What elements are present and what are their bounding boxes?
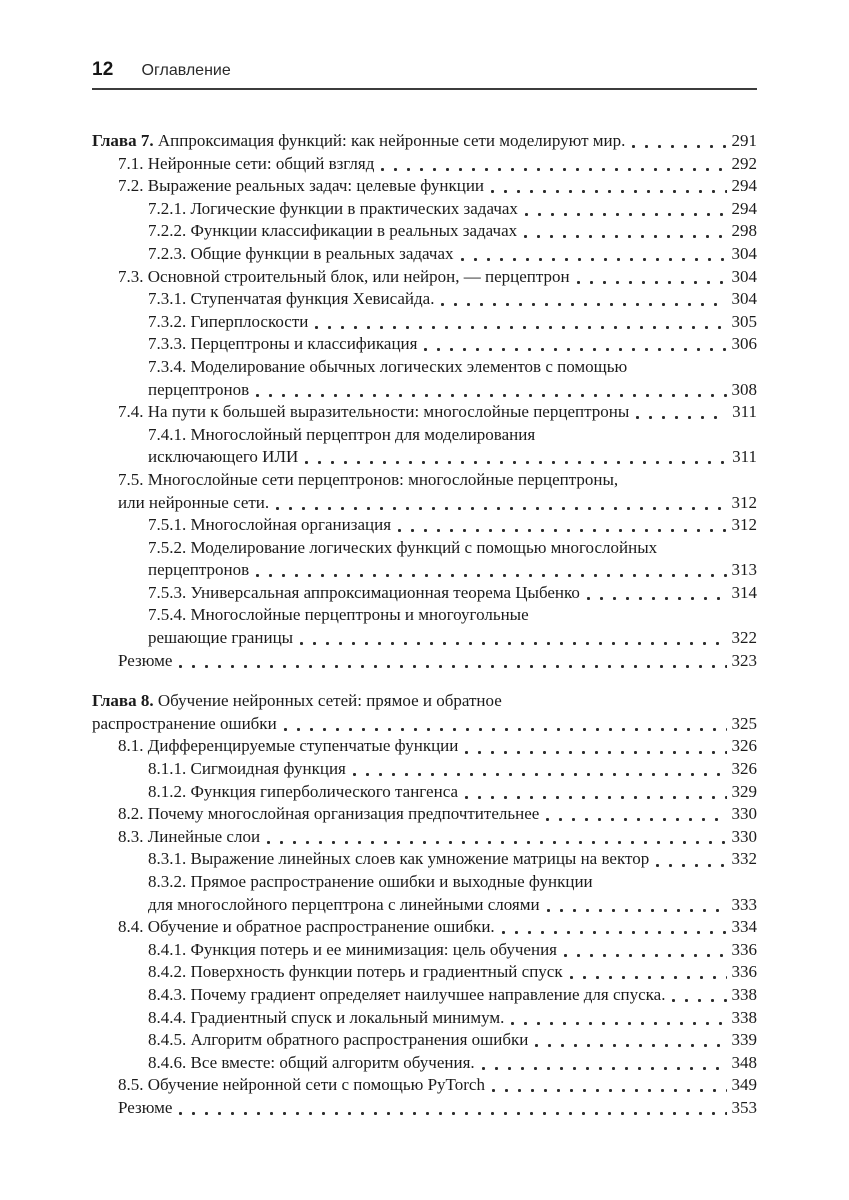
toc-entry-line [118, 735, 757, 758]
toc-entry-title: для многослойного перцептрона с линейными слоями [148, 894, 540, 914]
toc-page-number: 308 [731, 379, 757, 399]
toc-entry-title: 8.4.3. Почему градиент определяет наилучшее направление для спуска. [148, 984, 666, 1004]
toc-entry [92, 424, 757, 469]
toc-entry-title: Резюме [118, 1097, 173, 1117]
toc-entry-title: 8.4.1. Функция потерь и ее минимизация: цель обучения [148, 939, 557, 959]
toc-entry-line [148, 198, 757, 221]
toc-entry [92, 153, 757, 176]
toc-entry-line [148, 781, 757, 804]
toc-entry-title: 7.4. На пути к большей выразительности: многослойные перцептроны [118, 402, 630, 422]
toc-page-number: 329 [731, 781, 757, 801]
toc-leader-dots [525, 198, 727, 221]
toc-entry-line [148, 379, 757, 402]
toc-entry-title: 7.3.2. Гиперплоскости [148, 311, 309, 331]
toc-leader-dots [482, 1052, 727, 1075]
toc-entry [92, 781, 757, 804]
toc-page-number: 312 [731, 515, 757, 535]
toc-entry-title: 7.3. Основной строительный блок, или нейрон, — перцептрон [118, 266, 570, 286]
toc-entry [92, 803, 757, 826]
toc-page-number: 336 [731, 962, 757, 982]
toc-page-number: 323 [731, 650, 757, 670]
toc-page-number: 349 [731, 1075, 757, 1095]
toc-entry-title: 8.4.6. Все вместе: общий алгоритм обучения. [148, 1052, 475, 1072]
toc-entry-title: 8.3.1. Выражение линейных слоев как умножение матрицы на вектор [148, 849, 650, 869]
toc-entry-title: 8.4.4. Градиентный спуск и локальный минимум. [148, 1007, 505, 1027]
toc-entry [92, 984, 757, 1007]
toc-entry-line [118, 153, 757, 176]
toc-entry-line [148, 939, 757, 962]
toc-page-number: 313 [731, 560, 757, 580]
toc-page-number: 312 [731, 492, 757, 512]
toc-entry [92, 604, 757, 649]
toc-entry-title: 8.1.2. Функция гиперболического тангенса [148, 781, 459, 801]
toc-entry-line [148, 559, 757, 582]
toc-leader-dots [267, 826, 726, 849]
toc-page-number: 291 [731, 131, 757, 150]
toc-entry-title: Глава 7. Аппроксимация функций: как нейронные сети моделируют мир. [92, 131, 626, 150]
toc-leader-dots [398, 514, 726, 537]
toc-entry-line [148, 627, 757, 650]
toc-entry-line [118, 492, 757, 515]
toc-entry [92, 961, 757, 984]
toc-entry-line [148, 848, 757, 871]
toc-entry-line [118, 650, 757, 673]
toc-leader-dots [256, 379, 726, 402]
toc-entry-line [148, 288, 757, 311]
toc-page-number: 333 [731, 894, 757, 914]
toc-entry-title: Резюме [118, 650, 173, 670]
toc-leader-dots [381, 153, 726, 176]
toc-leader-dots [315, 311, 726, 334]
toc-entry-line [148, 1052, 757, 1075]
toc-entry-title: решающие границы [148, 628, 294, 648]
toc-entry [92, 1074, 757, 1097]
toc-entry-title: 7.2.1. Логические функции в практических задачах [148, 198, 518, 218]
toc-entry [92, 514, 757, 537]
toc-entry [92, 130, 757, 153]
toc-leader-dots [564, 939, 727, 962]
toc-entry-title: 8.2. Почему многослойная организация предпочтительнее [118, 804, 540, 824]
toc-entry [92, 871, 757, 916]
toc-entry-title: 7.1. Нейронные сети: общий взгляд [118, 153, 375, 173]
toc-leader-dots [461, 243, 727, 266]
toc-leader-dots [305, 446, 727, 469]
toc-entry-title: 8.1. Дифференцируемые ступенчатые функции [118, 736, 459, 756]
toc-entry-line [118, 266, 757, 289]
toc-entry [92, 939, 757, 962]
toc-page-number: 336 [731, 939, 757, 959]
toc-entry [92, 220, 757, 243]
toc-entry [92, 916, 757, 939]
toc-leader-dots [441, 288, 726, 311]
toc-page-number: 311 [732, 402, 757, 422]
chapter-prefix: Глава 8. [92, 691, 154, 711]
toc-leader-dots [547, 894, 727, 917]
toc-page-number: 348 [731, 1052, 757, 1072]
toc-entry-line [118, 803, 757, 826]
toc-page-number: 353 [731, 1097, 757, 1117]
toc-leader-dots [465, 735, 726, 758]
toc-page-number: 311 [732, 447, 757, 467]
running-head [92, 0, 757, 90]
toc-entry [92, 1007, 757, 1030]
toc-entry-line [118, 1097, 757, 1120]
toc-entry [92, 1097, 757, 1120]
toc-entry-title: 8.4. Обучение и обратное распространение ошибки. [118, 917, 495, 937]
toc-page-number: 294 [731, 176, 757, 196]
toc-entry-line [148, 243, 757, 266]
toc-page-number: 338 [731, 984, 757, 1004]
toc-entry-line [148, 311, 757, 334]
toc-page-number: 298 [731, 221, 757, 241]
toc-entry-title: или нейронные сети. [118, 492, 270, 512]
toc-leader-dots [535, 1029, 726, 1052]
toc-entry-line [92, 130, 757, 153]
toc-leader-dots [524, 220, 726, 243]
toc-page-number: 334 [731, 917, 757, 937]
toc-entry-line [118, 175, 757, 198]
toc-leader-dots [656, 848, 726, 871]
toc-leader-dots [179, 650, 726, 673]
toc-entry [92, 175, 757, 198]
toc-leader-dots [179, 1097, 726, 1120]
toc-entry [92, 758, 757, 781]
toc-page-number: 338 [731, 1007, 757, 1027]
toc-entry-title: 7.4.1. Многослойный перцептрон для моделирования [148, 424, 536, 444]
toc-page-number: 322 [731, 628, 757, 648]
toc-entry [92, 401, 757, 424]
toc-entry-line [148, 424, 757, 447]
toc-leader-dots [256, 559, 726, 582]
toc-entry [92, 1029, 757, 1052]
toc-entry-line [148, 333, 757, 356]
toc-page-number: 306 [731, 334, 757, 354]
toc-leader-dots [284, 713, 727, 736]
toc-entry-line [148, 1007, 757, 1030]
toc-leader-dots [546, 803, 726, 826]
toc-entry-title: распространение ошибки [92, 713, 277, 733]
toc-leader-dots [424, 333, 726, 356]
toc-entry [92, 650, 757, 673]
toc-entry [92, 537, 757, 582]
toc-page-number: 294 [731, 198, 757, 218]
header-rule [92, 88, 757, 90]
toc-entry-line [118, 916, 757, 939]
page-number: 12 [92, 59, 114, 80]
toc-entry [92, 311, 757, 334]
toc-page-number: 326 [731, 759, 757, 779]
toc-entry [92, 582, 757, 605]
toc-page-number: 304 [731, 266, 757, 286]
toc-leader-dots [672, 984, 726, 1007]
toc-page-number: 314 [731, 582, 757, 602]
toc-leader-dots [276, 492, 726, 515]
toc-page-number: 326 [731, 736, 757, 756]
running-head-title: Оглавление [141, 62, 231, 79]
toc-entry-title: Глава 8. Обучение нейронных сетей: прямое и обратное [92, 691, 502, 711]
toc-entry [92, 243, 757, 266]
toc-entry-line [148, 758, 757, 781]
toc-entry-line [148, 446, 757, 469]
toc-page-number: 305 [731, 311, 757, 331]
toc-entry-line [148, 894, 757, 917]
toc-leader-dots [632, 130, 726, 153]
toc-entry [92, 333, 757, 356]
toc-entry [92, 826, 757, 849]
toc-entry-title: 7.3.1. Ступенчатая функция Хевисайда. [148, 289, 435, 309]
toc-entry-title: 7.2. Выражение реальных задач: целевые функции [118, 176, 485, 196]
toc-page-number: 292 [731, 153, 757, 173]
toc-entry-title: 8.1.1. Сигмоидная функция [148, 759, 346, 779]
toc-entry-line [148, 537, 757, 560]
toc-list [92, 130, 757, 1120]
toc-leader-dots [577, 266, 727, 289]
toc-entry-line [148, 582, 757, 605]
toc-entry-line [148, 984, 757, 1007]
toc-page-number: 339 [731, 1030, 757, 1050]
toc-entry-title: 7.5.3. Универсальная аппроксимационная теорема Цыбенко [148, 582, 580, 602]
toc-leader-dots [300, 627, 726, 650]
toc-leader-dots [465, 781, 726, 804]
toc-entry [92, 735, 757, 758]
toc-entry-line [148, 356, 757, 379]
toc-leader-dots [491, 175, 726, 198]
toc-entry-line [92, 713, 757, 736]
toc-entry-title: 7.5.1. Многослойная организация [148, 515, 392, 535]
toc-entry-title: перцептронов [148, 560, 250, 580]
toc-entry-line [148, 961, 757, 984]
toc-entry-title: перцептронов [148, 379, 250, 399]
toc-entry-line [148, 1029, 757, 1052]
toc-entry [92, 690, 757, 735]
toc-leader-dots [636, 401, 727, 424]
toc-entry-line [148, 220, 757, 243]
toc-leader-dots [353, 758, 727, 781]
toc-entry-title: 7.3.3. Перцептроны и классификация [148, 334, 418, 354]
toc-entry-title: 7.5. Многослойные сети перцептронов: многослойные перцептроны, [118, 469, 619, 489]
toc-page-number: 330 [731, 804, 757, 824]
toc-entry [92, 288, 757, 311]
toc-page-number: 325 [731, 713, 757, 733]
toc-entry [92, 469, 757, 514]
toc-leader-dots [502, 916, 727, 939]
toc-entry-line [118, 826, 757, 849]
toc-entry-line [118, 469, 757, 492]
toc-leader-dots [570, 961, 727, 984]
toc-entry-title: 8.3.2. Прямое распространение ошибки и выходные функции [148, 872, 593, 891]
toc-entry-title: 8.5. Обучение нейронной сети с помощью PyTorch [118, 1075, 485, 1095]
toc-entry-title: 7.2.2. Функции классификации в реальных задачах [148, 221, 518, 241]
toc-entry-line [148, 871, 757, 894]
toc-entry-title: 7.2.3. Общие функции в реальных задачах [148, 243, 454, 263]
toc-entry-title: 8.4.5. Алгоритм обратного распространения ошибки [148, 1030, 529, 1050]
toc-entry-line [148, 604, 757, 627]
toc-entry [92, 356, 757, 401]
toc-entry-title: 8.3. Линейные слои [118, 826, 261, 846]
toc-leader-dots [587, 582, 727, 605]
chapter-prefix: Глава 7. [92, 131, 154, 150]
toc-leader-dots [511, 1007, 726, 1030]
toc-entry-line [92, 690, 757, 713]
toc-page-number: 330 [731, 826, 757, 846]
toc-entry-line [118, 1074, 757, 1097]
toc-entry-title: 7.5.4. Многослойные перцептроны и многоугольные [148, 605, 529, 625]
toc-entry-line [118, 401, 757, 424]
toc-leader-dots [492, 1074, 727, 1097]
toc-page-number: 304 [731, 243, 757, 263]
toc-entry-line [148, 514, 757, 537]
toc-entry-title: исключающего ИЛИ [148, 447, 299, 467]
toc-entry [92, 198, 757, 221]
toc-page-number: 304 [731, 289, 757, 309]
toc-entry [92, 266, 757, 289]
toc-page-number: 332 [731, 849, 757, 869]
toc-entry [92, 848, 757, 871]
toc-entry-title: 7.5.2. Моделирование логических функций с помощью многослойных [148, 537, 658, 557]
toc-entry-title: 8.4.2. Поверхность функции потерь и градиентный спуск [148, 962, 563, 982]
toc-entry-title: 7.3.4. Моделирование обычных логических элементов с помощью [148, 356, 628, 376]
toc-entry [92, 1052, 757, 1075]
